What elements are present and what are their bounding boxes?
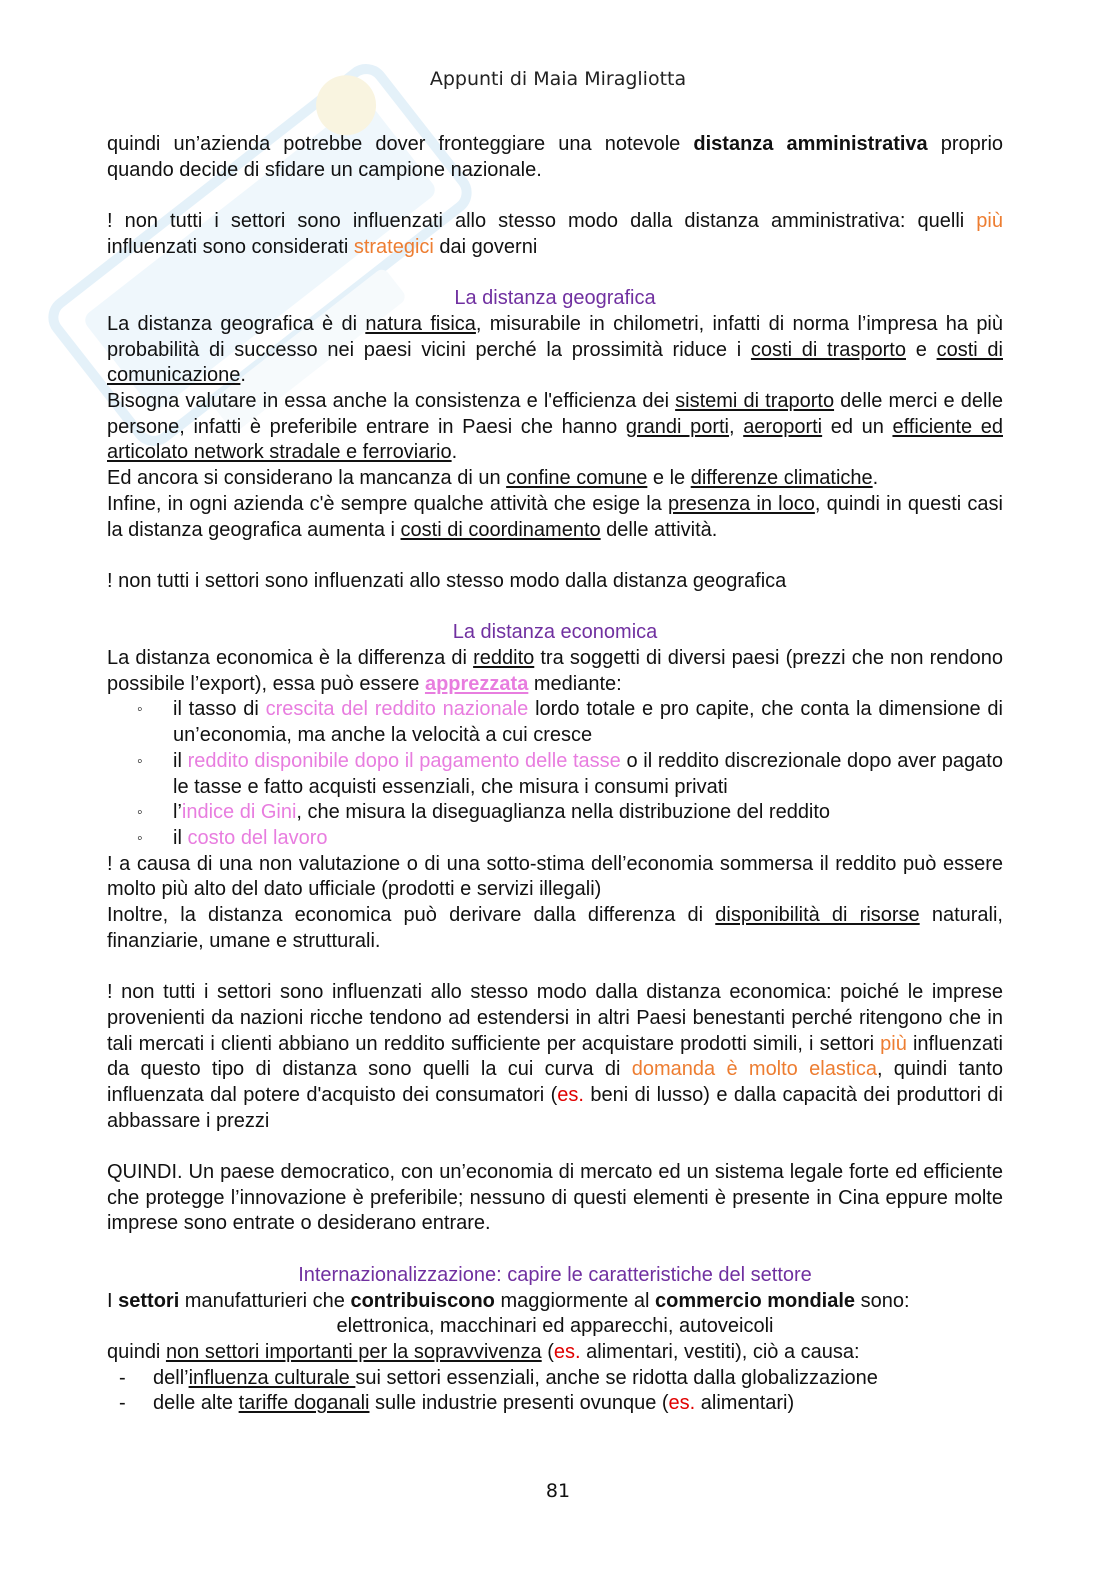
list-item: ◦ il reddito disponibile dopo il pagamento delle tasse o il reddito discrezionale dopo aver pagato le tasse e fatto acquisti essenziali, che misura i consumi privati bbox=[173, 749, 1003, 800]
note-geo: ! non tutti i settori sono influenzati allo stesso modo dalla distanza geografica bbox=[107, 569, 787, 592]
economic-indicators-list bbox=[107, 697, 1003, 851]
paragraph-int-1: I settori manufatturieri che contribuiscono maggiormente al commercio mondiale sono: bbox=[107, 1289, 910, 1312]
paragraph-geo-1: La distanza geografica è di natura fisica, misurabile in chilometri, infatti di norma l’impresa ha più probabilità di successo nei paesi vicini perché la prossimità riduce i costi di trasporto e costi di comunicazione. bbox=[107, 312, 1004, 387]
paragraph-geo-3: Ed ancora si considerano la mancanza di un confine comune e le differenze climatiche. bbox=[107, 467, 879, 490]
paragraph-admin: quindi un’azienda potrebbe dover fronteggiare una notevole distanza amministrativa proprio quando decide di sfidare un campione nazionale. bbox=[107, 133, 1004, 181]
list-item: - dell’influenza culturale sui settori essenziali, anche se ridotta dalla globalizzazione bbox=[153, 1366, 1003, 1392]
sectors-list-line: elettronica, macchinari ed apparecchi, autoveicoli bbox=[336, 1315, 774, 1338]
page-number: 81 bbox=[545, 1480, 571, 1502]
list-item: - delle alte tariffe doganali sulle industrie presenti ovunque (es. alimentari) bbox=[153, 1391, 1003, 1417]
paragraph-geo-4: Infine, in ogni azienda c'è sempre qualche attività che esige la presenza in loco, quindi in questi casi la distanza geografica aumenta i costi di coordinamento delle attività. bbox=[107, 492, 1003, 541]
note-admin: ! non tutti i settori sono influenzati allo stesso modo dalla distanza amministrativa: quelli più influenzati sono considerati strategici dai governi bbox=[107, 210, 1003, 258]
heading-internationalization: Internazionalizzazione: capire le caratteristiche del settore bbox=[298, 1263, 812, 1286]
paragraph-eco-resources: Inoltre, la distanza economica può derivare dalla differenza di disponibilità di risorse naturali, finanziarie, umane e strutturali. bbox=[107, 904, 1003, 952]
note-eco-sectors: ! non tutti i settori sono influenzati allo stesso modo dalla distanza economica: poiché le imprese provenienti da nazioni ricche tendono ad estendersi in altri Paesi benestanti perché ritengono che in tali mercati i clienti abbiano un reddito sufficiente per acquistare prodotti simili, i settori più influenzati da questo tipo di distanza sono quelli la cui curva di domanda è molto elastica, quindi tanto influenzata dal potere d'acquisto dei consumatori (es. beni di lusso) e dalla capacità dei produttori di abbassare i prezzi bbox=[107, 981, 1003, 1132]
heading-economic-distance: La distanza economica bbox=[452, 621, 658, 644]
paragraph-eco-1: La distanza economica è la differenza di reddito tra soggetti di diversi paesi (prezzi che non rendono possibile l’export), essa può essere apprezzata mediante: bbox=[107, 647, 1003, 695]
paragraph-quindi: QUINDI. Un paese democratico, con un’economia di mercato ed un sistema legale forte ed efficiente che protegge l’innovazione è preferibile; nessuno di questi elementi è presente in Cina eppure molte imprese sono entrate o desiderano entrare. bbox=[107, 1161, 1003, 1235]
note-eco-sommersa: ! a causa di una non valutazione o di una sotto-stima dell’economia sommersa il reddito può essere molto più alto del dato ufficiale (prodotti e servizi illegali) bbox=[107, 852, 1003, 901]
list-item: ◦ il costo del lavoro bbox=[173, 826, 1003, 852]
list-item: ◦ il tasso di crescita del reddito nazionale lordo totale e pro capite, che conta la dimensione di un’economia, ma anche la velocità a cui cresce bbox=[173, 697, 1003, 748]
heading-geographic-distance: La distanza geografica bbox=[454, 287, 656, 310]
list-item: ◦ l’indice di Gini, che misura la diseguaglianza nella distribuzione del reddito bbox=[173, 800, 1003, 826]
paragraph-geo-2: Bisogna valutare in essa anche la consistenza e l'efficienza dei sistemi di traporto delle merci e delle persone, infatti è preferibile entrare in Paesi che hanno grandi porti, aeroporti ed un efficiente ed articolato network stradale e ferroviario. bbox=[107, 390, 1003, 464]
paragraph-int-2: quindi non settori importanti per la sopravvivenza (es. alimentari, vestiti), ciò a causa: bbox=[107, 1340, 860, 1363]
page-header: Appunti di Maia Miragliotta bbox=[429, 68, 687, 90]
causes-list bbox=[107, 1366, 1003, 1417]
page-content bbox=[107, 132, 1003, 1417]
